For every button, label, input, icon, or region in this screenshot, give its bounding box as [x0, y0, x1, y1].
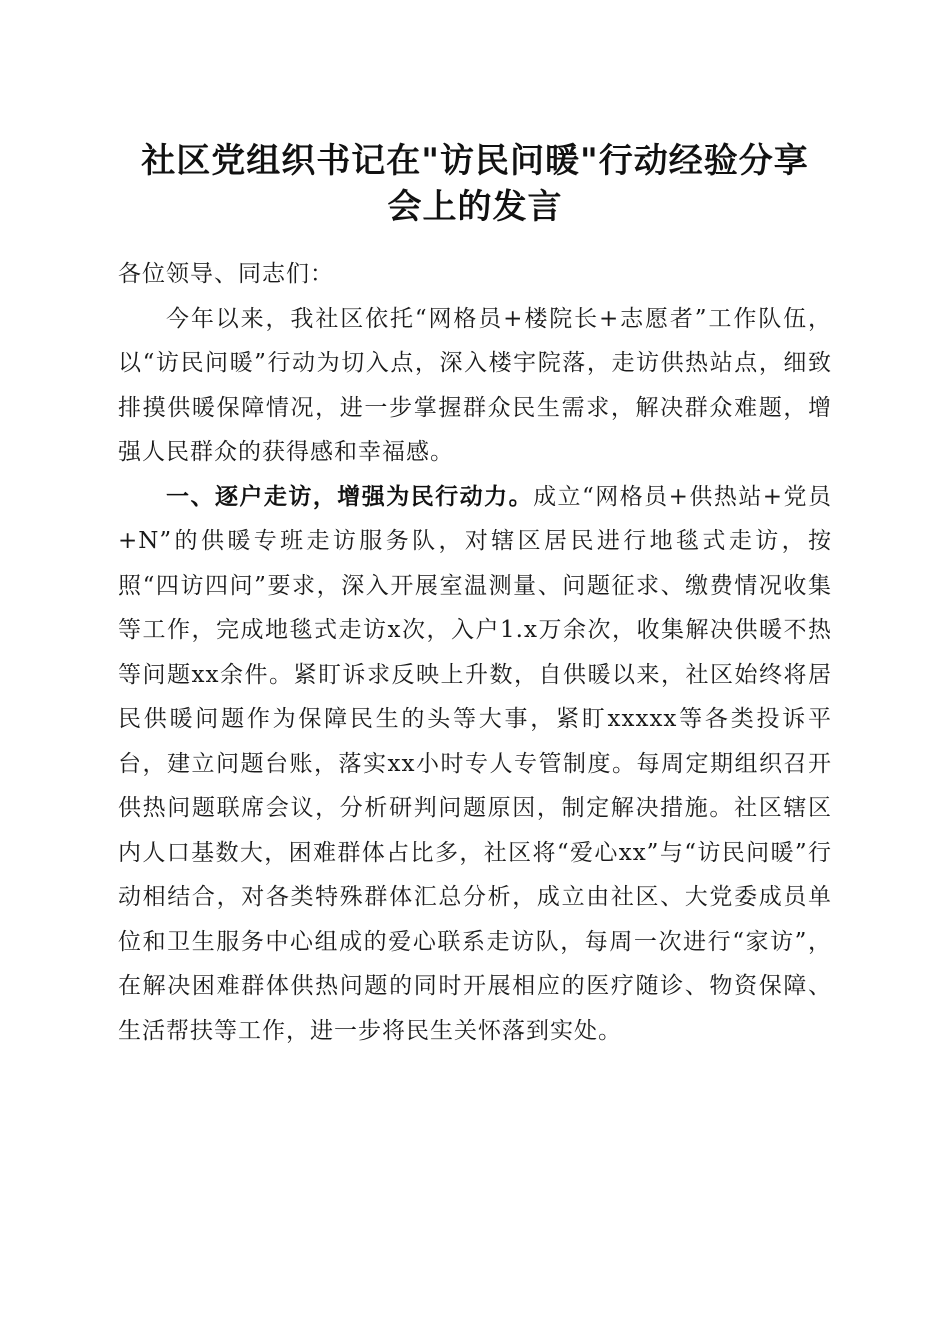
document-body: [118, 252, 832, 1053]
salutation: 各位领导、同志们：: [118, 261, 334, 287]
title-line-1: 社区党组织书记在"访民问暖"行动经验分享: [141, 141, 809, 181]
section-1-body: 成立“网格员+供热站+党员+N”的供暖专班走访服务队，对辖区居民进行地毯式走访，按照“四访四问”要求，深入开展室温测量、问题征求、缴费情况收集等工作，完成地毯式走访x次，入户1.x万余次，收集解决供暖不热等问题xx余件。紧盯诉求反映上升数，自供暖以来，社区始终将居民供暖问题作为保障民生的头等大事，紧盯xxxxx等各类投诉平台，建立问题台账，落实xx小时专人专管制度。每周定期组织召开供热问题联席会议，分析研判问题原因，制定解决措施。社区辖区内人口基数大，困难群体占比多，社区将“爱心xx”与“访民问暖”行动相结合，对各类特殊群体汇总分析，成立由社区、大党委成员单位和卫生服务中心组成的爱心联系走访队，每周一次进行“家访”，在解决困难群体供热问题的同时开展相应的医疗随诊、物资保障、生活帮扶等工作，进一步将民生关怀落到实处。: [118, 483, 833, 1044]
intro-paragraph: 今年以来，我社区依托“网格员+楼院长+志愿者”工作队伍，以“访民问暖”行动为切入点，深入楼宇院落，走访供热站点，细致排摸供暖保障情况，进一步掌握群众民生需求，解决群众难题，增强人民群众的获得感和幸福感。: [118, 305, 832, 465]
section-1-heading: 一、逐户走访，增强为民行动力。: [166, 482, 534, 510]
document-title: [118, 138, 832, 230]
document-page: [118, 0, 832, 1344]
title-line-2: 会上的发言: [387, 187, 563, 227]
section-1-paragraph: [118, 475, 832, 1054]
